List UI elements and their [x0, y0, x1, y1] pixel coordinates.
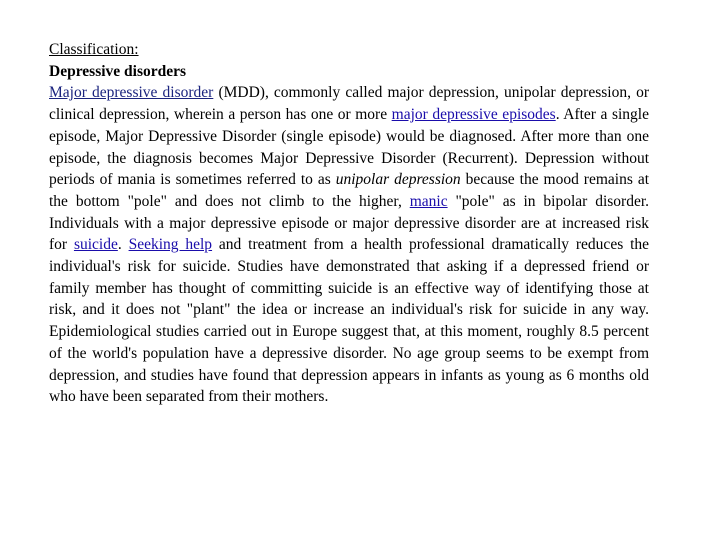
link-suicide[interactable]: suicide	[73, 236, 118, 254]
document-body	[49, 39, 649, 408]
paragraph-text-4: "pole" as in bipolar disorder. Individuals with a major depressive episode or major depressive disorder are at increased risk for	[49, 192, 650, 254]
section-heading: Depressive disorders	[49, 62, 187, 80]
link-major-depressive-disorder[interactable]: Major depressive disorder	[49, 84, 214, 102]
link-seeking-help[interactable]: Seeking help	[128, 236, 213, 254]
paragraph-text-1: (MDD), commonly called major depression, unipolar depression, or clinical depression, wherein a person has one or more	[49, 84, 649, 124]
link-manic[interactable]: manic	[409, 192, 448, 210]
section-label: Classification:	[49, 41, 139, 58]
paragraph-text-6: and treatment from a health professional dramatically reduces the individual's risk for suicide. Studies have demonstrated that asking if a depressed friend or family member has thought of committing suicide is an effective way of identifying those at risk, and it does not "plant" the idea or increase an individual's risk for suicide in any way. Epidemiological studies carried out in Europe suggest that, at this moment, roughly 8.5 percent of the world's population have a depressive disorder. No age group seems to be exempt from depression, and studies have found that depression appears in infants as young as 6 months old who have been separated from their mothers.	[49, 236, 650, 406]
italic-unipolar-depression: unipolar depression	[335, 171, 461, 189]
paragraph-text-5: .	[117, 236, 129, 254]
paragraph-text-2: . After a single episode, Major Depressive Disorder (single episode) would be diagnosed. After more than one episode, the diagnosis becomes Major Depressive Disorder (Recurrent). Depression without periods of mania is sometimes referred to as	[49, 106, 649, 189]
paragraph-text-3: because the mood remains at the bottom "pole" and does not climb to the higher,	[49, 171, 650, 210]
main-paragraph	[49, 82, 649, 408]
link-major-depressive-episodes[interactable]: major depressive episodes	[391, 106, 556, 124]
